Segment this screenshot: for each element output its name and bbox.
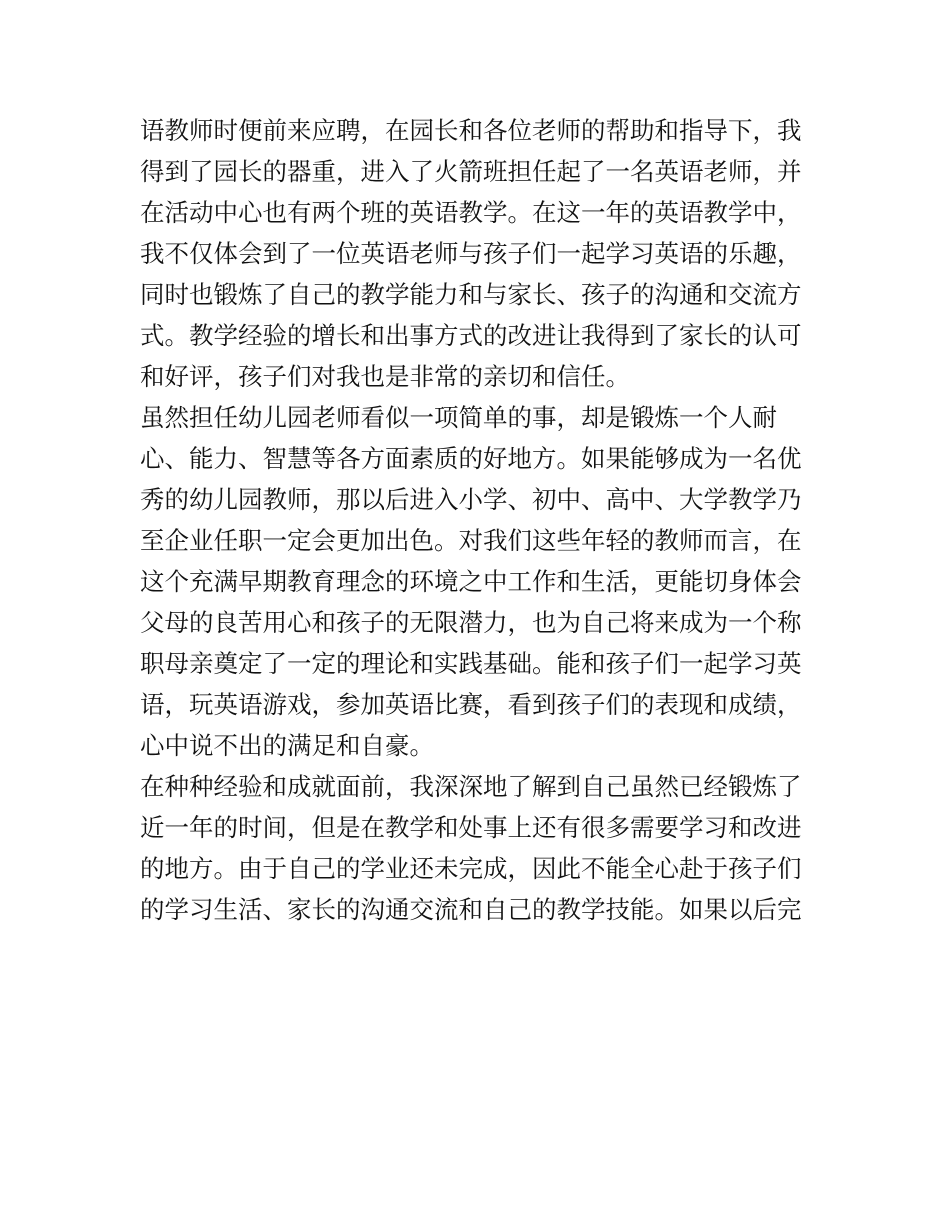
text-line: 父母的良苦用心和孩子的无限潜力，也为自己将来成为一个称 (140, 608, 802, 637)
text-line: 语，玩英语游戏，参加英语比赛，看到孩子们的表现和成绩， (140, 690, 802, 719)
text-line: 的学习生活、家长的沟通交流和自己的教学技能。如果以后完 (140, 895, 802, 924)
text-line: 和好评，孩子们对我也是非常的亲切和信任。 (140, 362, 630, 391)
text-line: 至企业任职一定会更加出色。对我们这些年轻的教师而言，在 (140, 526, 802, 555)
text-line: 心中说不出的满足和自豪。 (140, 731, 434, 760)
text-line: 这个充满早期教育理念的环境之中工作和生活，更能切身体会 (140, 567, 802, 596)
text-line: 职母亲奠定了一定的理论和实践基础。能和孩子们一起学习英 (140, 649, 802, 678)
text-line: 得到了园长的器重，进入了火箭班担任起了一名英语老师，并 (140, 157, 802, 186)
text-line: 同时也锻炼了自己的教学能力和与家长、孩子的沟通和交流方 (140, 280, 802, 309)
text-line: 心、能力、智慧等各方面素质的好地方。如果能够成为一名优 (140, 444, 802, 473)
text-line: 在活动中心也有两个班的英语教学。在这一年的英语教学中， (140, 198, 802, 227)
text-line: 虽然担任幼儿园老师看似一项简单的事，却是锻炼一个人耐 (140, 403, 777, 432)
text-line: 我不仅体会到了一位英语老师与孩子们一起学习英语的乐趣， (140, 239, 802, 268)
text-line: 语教师时便前来应聘，在园长和各位老师的帮助和指导下，我 (140, 116, 802, 145)
text-line: 近一年的时间，但是在教学和处事上还有很多需要学习和改进 (140, 813, 802, 842)
text-line: 秀的幼儿园教师，那以后进入小学、初中、高中、大学教学乃 (140, 485, 802, 514)
text-line: 式。教学经验的增长和出事方式的改进让我得到了家长的认可 (140, 321, 802, 350)
text-line: 在种种经验和成就面前，我深深地了解到自己虽然已经锻炼了 (140, 772, 802, 801)
document-body (140, 110, 820, 930)
text-line: 的地方。由于自己的学业还未完成，因此不能全心赴于孩子们 (140, 854, 802, 883)
